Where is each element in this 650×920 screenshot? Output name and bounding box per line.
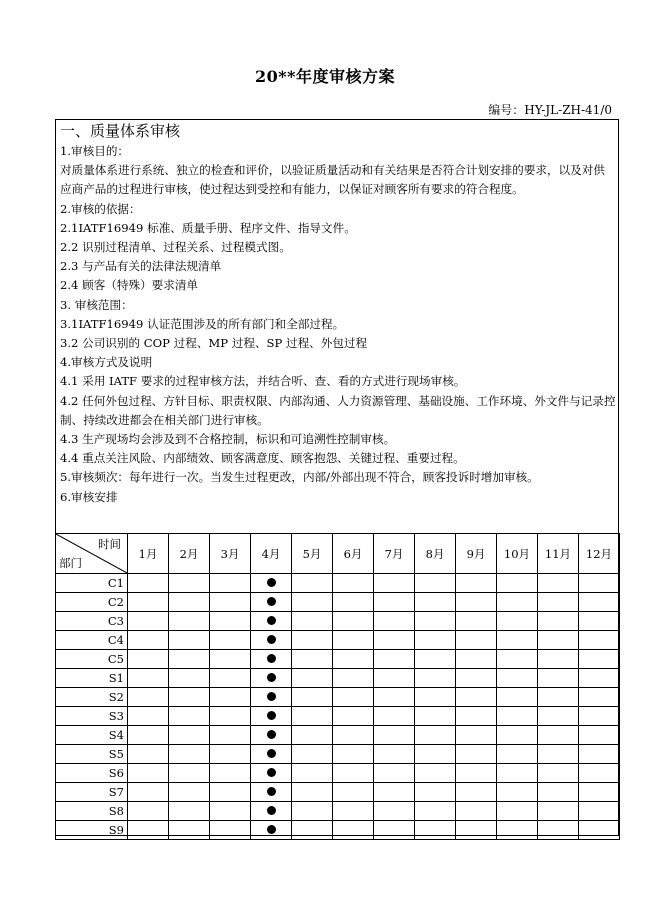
content-line: 3.2 公司识别的 COP 过程、MP 过程、SP 过程、外包过程 <box>60 336 368 351</box>
department-label: C5 <box>56 650 128 669</box>
schedule-cell <box>374 688 415 707</box>
schedule-cell <box>374 650 415 669</box>
schedule-cell <box>415 612 456 631</box>
schedule-cell <box>169 612 210 631</box>
content-line: 4.审核方式及说明 <box>60 355 153 370</box>
audit-scheduled-marker <box>267 730 276 739</box>
schedule-cell <box>210 612 251 631</box>
audit-plan-content <box>60 120 616 507</box>
schedule-cell <box>251 593 292 612</box>
audit-scheduled-marker <box>267 787 276 796</box>
schedule-cell <box>456 688 497 707</box>
content-line: 3.1IATF16949 认证范围涉及的所有部门和全部过程。 <box>60 316 345 331</box>
content-line: 2.3 与产品有关的法律法规清单 <box>60 259 222 274</box>
audit-scheduled-marker <box>267 597 276 606</box>
audit-scheduled-marker <box>267 673 276 682</box>
schedule-cell <box>497 726 538 745</box>
audit-scheduled-marker <box>267 749 276 758</box>
audit-scheduled-marker <box>267 825 276 834</box>
schedule-cell <box>415 745 456 764</box>
schedule-cell <box>333 764 374 783</box>
schedule-cell <box>210 802 251 821</box>
schedule-cell <box>497 593 538 612</box>
schedule-cell <box>128 631 169 650</box>
content-line: 1.审核目的： <box>60 144 130 158</box>
schedule-cell <box>333 688 374 707</box>
schedule-cell <box>210 669 251 688</box>
schedule-cell <box>374 802 415 821</box>
schedule-cell <box>538 783 579 802</box>
schedule-row <box>56 593 620 612</box>
department-label: C4 <box>56 631 128 650</box>
schedule-cell <box>251 650 292 669</box>
schedule-cell <box>456 783 497 802</box>
schedule-cell <box>333 593 374 612</box>
schedule-cell <box>374 745 415 764</box>
schedule-cell <box>579 802 620 821</box>
schedule-cell <box>415 783 456 802</box>
schedule-cell <box>374 612 415 631</box>
audit-scheduled-marker <box>267 578 276 587</box>
schedule-cell <box>128 764 169 783</box>
schedule-cell <box>128 726 169 745</box>
schedule-cell <box>251 783 292 802</box>
schedule-cell <box>292 726 333 745</box>
schedule-cell <box>292 631 333 650</box>
schedule-cell <box>374 574 415 593</box>
month-header: 10月 <box>497 534 538 574</box>
schedule-cell <box>333 745 374 764</box>
schedule-cell <box>128 783 169 802</box>
schedule-cell <box>292 593 333 612</box>
schedule-row <box>56 745 620 764</box>
schedule-cell <box>210 764 251 783</box>
content-line: 4.1 采用 IATF 要求的过程审核方法，并结合听、查、看的方式进行现场审核。 <box>60 374 466 389</box>
schedule-corner-cell <box>56 534 128 574</box>
schedule-cell <box>251 707 292 726</box>
month-header: 11月 <box>538 534 579 574</box>
schedule-cell <box>292 688 333 707</box>
schedule-row <box>56 688 620 707</box>
schedule-cell <box>497 650 538 669</box>
schedule-cell <box>497 802 538 821</box>
schedule-cell <box>538 650 579 669</box>
schedule-cell <box>292 574 333 593</box>
month-header: 1月 <box>128 534 169 574</box>
schedule-cell <box>169 726 210 745</box>
schedule-cell <box>374 593 415 612</box>
schedule-cell <box>538 802 579 821</box>
audit-scheduled-marker <box>267 654 276 663</box>
schedule-cell <box>374 783 415 802</box>
schedule-cell <box>456 669 497 688</box>
schedule-cell <box>169 783 210 802</box>
schedule-cell <box>251 745 292 764</box>
schedule-cell <box>415 631 456 650</box>
schedule-cell <box>579 574 620 593</box>
schedule-cell <box>374 764 415 783</box>
schedule-cell <box>169 593 210 612</box>
schedule-cell <box>538 764 579 783</box>
schedule-cell <box>128 593 169 612</box>
month-header: 12月 <box>579 534 620 574</box>
schedule-cell <box>538 612 579 631</box>
schedule-cell <box>128 612 169 631</box>
schedule-cell <box>374 631 415 650</box>
schedule-cell <box>579 745 620 764</box>
schedule-cell <box>251 574 292 593</box>
schedule-cell <box>415 574 456 593</box>
schedule-cell <box>497 631 538 650</box>
schedule-cell <box>128 669 169 688</box>
schedule-cell <box>456 707 497 726</box>
audit-scheduled-marker <box>267 635 276 644</box>
schedule-cell <box>169 688 210 707</box>
schedule-cell <box>538 821 579 840</box>
schedule-cell <box>128 650 169 669</box>
schedule-cell <box>415 688 456 707</box>
schedule-cell <box>497 764 538 783</box>
schedule-cell <box>169 764 210 783</box>
schedule-cell <box>456 574 497 593</box>
schedule-cell <box>456 764 497 783</box>
department-label: S2 <box>56 688 128 707</box>
schedule-cell <box>497 574 538 593</box>
schedule-row <box>56 631 620 650</box>
department-label: C2 <box>56 593 128 612</box>
schedule-cell <box>374 726 415 745</box>
schedule-cell <box>415 669 456 688</box>
schedule-row <box>56 650 620 669</box>
department-label: S7 <box>56 783 128 802</box>
schedule-cell <box>210 574 251 593</box>
section-heading: 一、质量体系审核 <box>60 122 181 140</box>
schedule-cell <box>415 650 456 669</box>
schedule-cell <box>497 669 538 688</box>
content-line: 3. 审核范围： <box>60 297 133 312</box>
schedule-cell <box>333 612 374 631</box>
schedule-cell <box>128 821 169 840</box>
schedule-cell <box>538 669 579 688</box>
schedule-cell <box>128 707 169 726</box>
content-line: 6.审核安排 <box>60 489 118 504</box>
schedule-cell <box>251 821 292 840</box>
schedule-cell <box>128 574 169 593</box>
audit-scheduled-marker <box>267 711 276 720</box>
schedule-cell <box>538 707 579 726</box>
schedule-cell <box>210 650 251 669</box>
schedule-cell <box>210 821 251 840</box>
schedule-cell <box>579 726 620 745</box>
month-header: 9月 <box>456 534 497 574</box>
schedule-cell <box>579 593 620 612</box>
schedule-cell <box>415 802 456 821</box>
audit-scheduled-marker <box>267 768 276 777</box>
schedule-cell <box>579 669 620 688</box>
schedule-cell <box>128 745 169 764</box>
schedule-cell <box>415 821 456 840</box>
month-header: 6月 <box>333 534 374 574</box>
month-header: 8月 <box>415 534 456 574</box>
schedule-cell <box>456 821 497 840</box>
schedule-cell <box>210 726 251 745</box>
schedule-cell <box>210 783 251 802</box>
schedule-cell <box>456 593 497 612</box>
month-header: 2月 <box>169 534 210 574</box>
schedule-cell <box>251 764 292 783</box>
content-line: 4.3 生产现场均会涉及到不合格控制，标识和可追溯性控制审核。 <box>60 432 396 447</box>
corner-time-label: 时间 <box>98 537 121 551</box>
schedule-cell <box>292 612 333 631</box>
schedule-row <box>56 783 620 802</box>
schedule-cell <box>538 574 579 593</box>
content-line: 2.1IATF16949 标准、质量手册、程序文件、指导文件。 <box>60 220 356 235</box>
schedule-cell <box>333 707 374 726</box>
department-label: S5 <box>56 745 128 764</box>
schedule-cell <box>415 707 456 726</box>
content-line: 对质量体系进行系统、独立的检查和评价，以验证质量活动和有关结果是否符合计划安排的要求，以及对供应商产品的过程进行审核，使过程达到受控和有能力，以保证对顾客所有要求的符合程度。 <box>60 163 605 197</box>
schedule-cell <box>579 612 620 631</box>
schedule-row <box>56 669 620 688</box>
schedule-cell <box>292 783 333 802</box>
content-line: 2.审核的依据： <box>60 201 141 216</box>
schedule-cell <box>333 650 374 669</box>
schedule-cell <box>579 650 620 669</box>
schedule-cell <box>415 593 456 612</box>
schedule-cell <box>333 631 374 650</box>
schedule-cell <box>579 821 620 840</box>
schedule-cell <box>169 631 210 650</box>
schedule-cell <box>497 783 538 802</box>
document-title: 20**年度审核方案 <box>254 67 395 86</box>
schedule-cell <box>374 669 415 688</box>
content-line: 5.审核频次：每年进行一次。当发生过程更改，内部/外部出现不符合，顾客投诉时增加审核。 <box>60 470 539 485</box>
schedule-cell <box>251 631 292 650</box>
schedule-cell <box>169 745 210 764</box>
schedule-cell <box>538 726 579 745</box>
department-label: S8 <box>56 802 128 821</box>
schedule-cell <box>251 802 292 821</box>
schedule-cell <box>374 707 415 726</box>
schedule-cell <box>169 669 210 688</box>
schedule-row <box>56 726 620 745</box>
schedule-cell <box>374 821 415 840</box>
schedule-cell <box>579 764 620 783</box>
schedule-cell <box>579 783 620 802</box>
schedule-cell <box>538 745 579 764</box>
document-number: 编号：HY-JL-ZH-41/0 <box>488 103 612 117</box>
schedule-cell <box>497 688 538 707</box>
schedule-cell <box>456 631 497 650</box>
schedule-cell <box>292 821 333 840</box>
schedule-cell <box>456 726 497 745</box>
schedule-cell <box>292 764 333 783</box>
schedule-cell <box>579 688 620 707</box>
schedule-row <box>56 764 620 783</box>
content-line: 4.2 任何外包过程、方针目标、职责权限、内部沟通、人力资源管理、基础设施、工作环境、外文件与记录控制、持续改进都会在相关部门进行审核。 <box>60 393 616 427</box>
department-label: S4 <box>56 726 128 745</box>
schedule-cell <box>251 688 292 707</box>
schedule-cell <box>210 688 251 707</box>
schedule-cell <box>415 726 456 745</box>
content-line: 2.4 顾客（特殊）要求清单 <box>60 278 199 293</box>
schedule-cell <box>579 631 620 650</box>
department-label: S9 <box>56 821 128 840</box>
schedule-cell <box>538 593 579 612</box>
schedule-header-row <box>56 534 620 574</box>
schedule-row <box>56 707 620 726</box>
schedule-cell <box>538 631 579 650</box>
schedule-cell <box>128 688 169 707</box>
schedule-cell <box>538 688 579 707</box>
schedule-cell <box>169 650 210 669</box>
content-line: 2.2 识别过程清单、过程关系、过程模式图。 <box>60 240 291 255</box>
department-label: C1 <box>56 574 128 593</box>
schedule-cell <box>456 650 497 669</box>
schedule-cell <box>169 707 210 726</box>
schedule-cell <box>210 631 251 650</box>
schedule-row <box>56 802 620 821</box>
corner-dept-label: 部门 <box>59 556 82 570</box>
schedule-cell <box>333 783 374 802</box>
schedule-cell <box>497 745 538 764</box>
schedule-cell <box>292 707 333 726</box>
schedule-cell <box>292 802 333 821</box>
schedule-cell <box>251 669 292 688</box>
schedule-cell <box>210 593 251 612</box>
schedule-row <box>56 821 620 840</box>
department-label: S6 <box>56 764 128 783</box>
schedule-cell <box>415 764 456 783</box>
schedule-cell <box>169 821 210 840</box>
month-header: 5月 <box>292 534 333 574</box>
schedule-cell <box>333 669 374 688</box>
month-header: 7月 <box>374 534 415 574</box>
schedule-cell <box>210 707 251 726</box>
schedule-cell <box>333 821 374 840</box>
audit-scheduled-marker <box>267 806 276 815</box>
schedule-cell <box>579 707 620 726</box>
schedule-row <box>56 612 620 631</box>
audit-schedule-table <box>55 533 620 840</box>
audit-scheduled-marker <box>267 692 276 701</box>
schedule-cell <box>333 802 374 821</box>
content-line: 4.4 重点关注风险、内部绩效、顾客满意度、顾客抱怨、关键过程、重要过程。 <box>60 451 465 466</box>
department-label: S1 <box>56 669 128 688</box>
schedule-cell <box>292 650 333 669</box>
schedule-cell <box>292 669 333 688</box>
schedule-cell <box>169 802 210 821</box>
schedule-cell <box>128 802 169 821</box>
schedule-cell <box>497 612 538 631</box>
department-label: S3 <box>56 707 128 726</box>
schedule-cell <box>210 745 251 764</box>
schedule-cell <box>497 707 538 726</box>
schedule-row <box>56 574 620 593</box>
schedule-cell <box>333 574 374 593</box>
schedule-cell <box>333 726 374 745</box>
schedule-cell <box>169 574 210 593</box>
month-header: 3月 <box>210 534 251 574</box>
schedule-cell <box>497 821 538 840</box>
schedule-cell <box>251 612 292 631</box>
schedule-cell <box>292 745 333 764</box>
schedule-cell <box>456 745 497 764</box>
schedule-cell <box>456 612 497 631</box>
month-header: 4月 <box>251 534 292 574</box>
audit-scheduled-marker <box>267 616 276 625</box>
schedule-cell <box>456 802 497 821</box>
department-label: C3 <box>56 612 128 631</box>
schedule-cell <box>251 726 292 745</box>
audit-plan-frame <box>55 119 619 836</box>
